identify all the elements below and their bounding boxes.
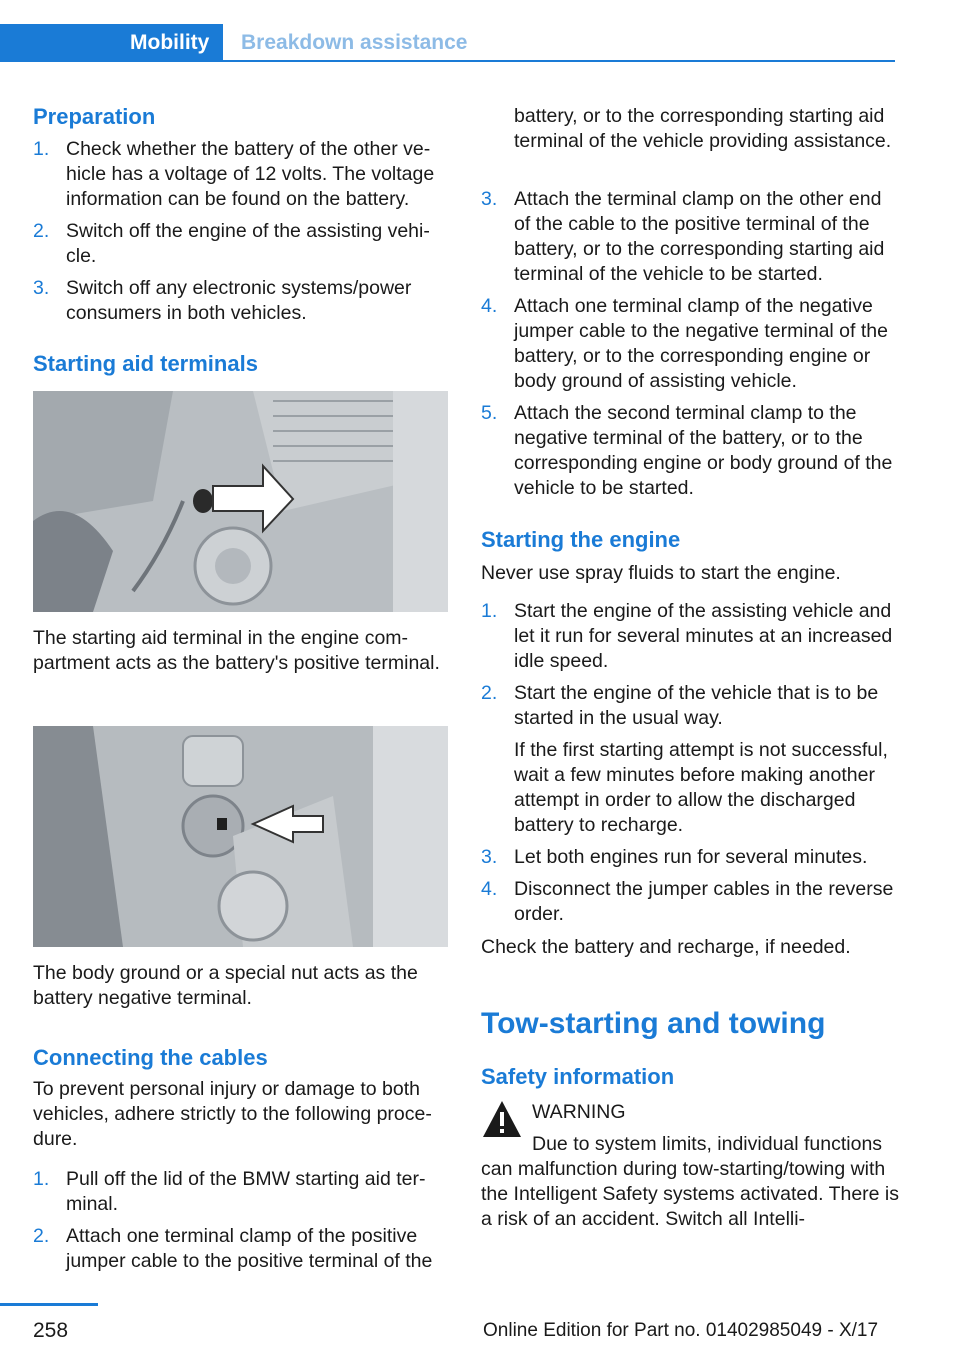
list-item: 1. Check whether the battery of the other vehicle has a voltage of 12 volts. The voltage information can be found on the battery. bbox=[33, 138, 435, 210]
step-continuation: battery, or to the corresponding starting aid terminal of the vehicle providing assistance. bbox=[514, 105, 892, 152]
warning-line1: Due to system limits, individual functions bbox=[532, 1133, 883, 1155]
header-rule bbox=[0, 60, 895, 62]
list-item: 2. Start the engine of the vehicle that is to be started in the usual way. If the first starting attempt is not successful, wait a few minutes before making another attempt in order to allow the discharged battery to recharge. bbox=[481, 681, 899, 838]
page-header bbox=[0, 0, 960, 62]
footer-rule bbox=[0, 1303, 98, 1306]
list-item: 2. Switch off the engine of the assisting vehicle. bbox=[33, 220, 430, 267]
edition-info: Online Edition for Part no. 01402985049 - X/17 bbox=[483, 1320, 879, 1341]
photo1-caption: The starting aid terminal in the engine compartment acts as the battery's positive terminal. bbox=[33, 627, 440, 674]
engine-bay-illustration bbox=[33, 391, 448, 612]
warning-block bbox=[481, 1099, 899, 1239]
preparation-heading: Preparation bbox=[33, 104, 156, 129]
tab-mobility[interactable]: Mobility bbox=[0, 24, 223, 62]
starting-steps bbox=[481, 599, 899, 934]
photo2-caption: The body ground or a special nut acts as the battery negative terminal. bbox=[33, 962, 418, 1009]
connecting-steps bbox=[33, 1167, 451, 1281]
list-item: 5. Attach the second terminal clamp to the negative terminal of the battery, or to the corresponding engine or body ground of the vehicle to be started. bbox=[481, 402, 893, 499]
list-item: 4. Disconnect the jumper cables in the reverse order. bbox=[481, 878, 894, 925]
list-item: 2. Attach one terminal clamp of the positive jumper cable to the positive terminal of the bbox=[33, 1225, 433, 1272]
connecting-steps-continued bbox=[481, 187, 899, 508]
connecting-intro: To prevent personal injury or damage to both vehicles, adhere strictly to the following procedure. bbox=[33, 1078, 432, 1150]
page-number: 258 bbox=[33, 1319, 69, 1342]
engine-bay-illustration-2 bbox=[33, 726, 448, 947]
list-item: 4. Attach one terminal clamp of the negative jumper cable to the negative terminal of the battery, or to the corresponding engine or body ground of assisting vehicle. bbox=[481, 295, 888, 392]
engine-bay-photo-positive bbox=[33, 391, 448, 612]
list-item: 3. Switch off any electronic systems/power consumers in both vehicles. bbox=[33, 277, 412, 324]
warning-triangle-icon bbox=[481, 1099, 523, 1139]
engine-bay-photo-negative bbox=[33, 726, 448, 947]
tow-heading: Tow-starting and towing bbox=[481, 1007, 826, 1040]
starting-heading: Starting the engine bbox=[481, 527, 681, 552]
step-note: If the first starting attempt is not successful, wait a few minutes before making another attempt in order to allow the discharged battery to recharge. bbox=[514, 739, 888, 836]
connecting-heading: Connecting the cables bbox=[33, 1045, 268, 1070]
safety-heading: Safety information bbox=[481, 1064, 675, 1089]
list-item: 1. Pull off the lid of the BMW starting aid terminal. bbox=[33, 1168, 426, 1215]
warning-title: WARNING bbox=[532, 1101, 626, 1123]
terminals-heading: Starting aid terminals bbox=[33, 351, 258, 376]
list-item: 1. Start the engine of the assisting vehicle and let it run for several minutes at an increased idle speed. bbox=[481, 600, 893, 672]
list-item: 3. Attach the terminal clamp on the other end of the cable to the positive terminal of the battery, or to the corresponding starting aid terminal of the vehicle to be started. bbox=[481, 188, 885, 285]
tab-breakdown-assistance[interactable]: Breakdown assistance bbox=[241, 31, 468, 54]
starting-outro: Check the battery and recharge, if needed. bbox=[481, 936, 851, 958]
list-item: 3. Let both engines run for several minutes. bbox=[481, 846, 868, 868]
warning-body: can malfunction during tow-starting/towing with the Intelligent Safety systems activated. There is a risk of an accident. Switch all Intelli- bbox=[481, 1158, 900, 1230]
starting-intro: Never use spray fluids to start the engine. bbox=[481, 562, 841, 584]
preparation-steps bbox=[33, 137, 451, 333]
